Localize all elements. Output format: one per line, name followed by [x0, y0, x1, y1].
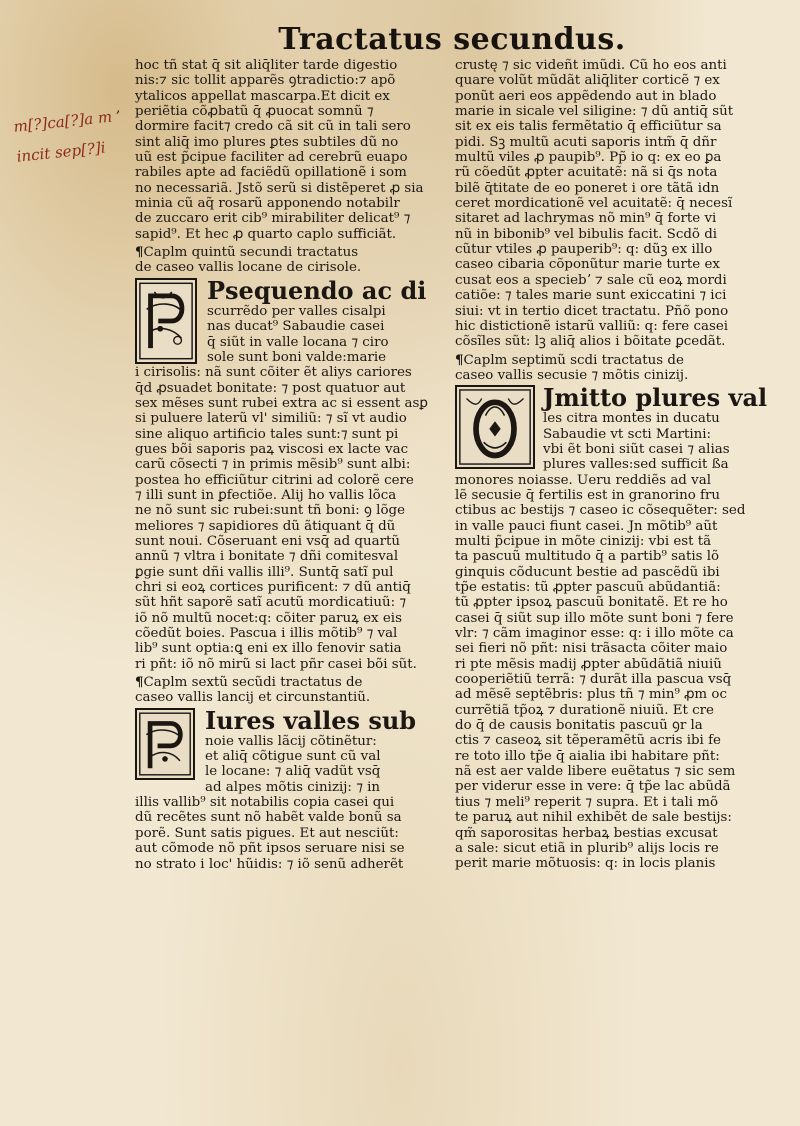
- text-line: meliores ⁊ sapidiores dũ ãtiquant q̄ dũ: [135, 518, 396, 534]
- text-line: cooperiẽtiũ terrã: ⁊ durãt illa pascua vsq̄: [455, 672, 732, 688]
- text-line: ponũt aeri eos appẽdendo aut in blado: [455, 88, 717, 104]
- initial-block: [135, 705, 440, 795]
- marginalia-line: incit sep[?]i: [15, 138, 107, 166]
- text-line: si puluere laterũ vl' similiũ: ⁊ sĩ vt audio: [135, 411, 407, 427]
- text-line: cõedũt boies. Pascua i illis mõtib⁹ ⁊ val: [135, 626, 398, 642]
- text-line: plures valles:sed sufficit ßa: [543, 457, 729, 473]
- text-line: vbi ẽt boni siũt casei ⁊ alias: [543, 441, 730, 457]
- text-line: qm̃ saporositas herbaꝝ bestias excusat: [455, 825, 718, 841]
- text-line: de zuccaro erit cib⁹ mirabiliter delicat⁹ ⁊: [135, 211, 411, 227]
- rubric-line: caseo vallis lancij et circunstantiũ.: [135, 690, 371, 706]
- text-line: ginquis cõducunt bestie ad pascẽdũ ibi: [455, 564, 720, 580]
- text-line: sei fieri nõ pñt: nisi trãsacta cõiter maio: [455, 641, 728, 657]
- initial-block: [135, 275, 440, 365]
- rubric-line: Capl̃m quintũ secundi tractatus: [143, 245, 359, 261]
- text-line: chri si eoꝝ cortices purificent: ⁊ dũ antiq̄: [135, 580, 411, 595]
- text-line: sint aliq̄ imo plures ꝑtes subtiles dũ no: [135, 134, 399, 150]
- paragraph-mark-icon: ¶: [455, 352, 464, 368]
- text-line: ctibus ac bestijs ⁊ caseo ic cõsequẽter: sed: [455, 503, 746, 519]
- text-line: ytalicos appellat̃ mascarpa.Et dicit ex: [135, 88, 390, 104]
- text-line: ne nõ sunt sic rubei:sunt tñ boni: ꝯ lõge: [135, 503, 406, 519]
- text-line: scurrẽdo per valles cisalpi: [207, 303, 386, 319]
- text-line: currẽtiã tp̃oꝝ ⁊ durationẽ niuiũ. Et cre: [455, 702, 714, 718]
- text-line: monores noiasse. Ueru reddiẽs ad val: [455, 472, 711, 488]
- chapter-text: [135, 795, 440, 872]
- text-line: sole sunt boni valde:marie: [207, 349, 387, 365]
- text-line: cũtur vtiles ꝓ pauperib⁹: q: dũꝫ ex illo: [455, 242, 713, 258]
- text-line: porẽ. Sunt satis pigues. Et aut nesciũt:: [135, 825, 399, 841]
- text-line: les citra montes in ducatu: [543, 411, 720, 427]
- text-line: ⁊ illi sunt in ꝑfectiõe. Alij ho vallis lõca: [135, 487, 397, 503]
- opening-text: [135, 58, 440, 242]
- text-line: ceret mordicationẽ vel acuitatẽ: q̄ necesĩ: [455, 196, 733, 212]
- text-line: te paruꝝ aut nihil exhibẽt de sale bestijs:: [455, 810, 732, 826]
- text-line: iõ nõ multũ nocet:q: cõiter paruꝝ ex eis: [135, 610, 402, 626]
- chapter-5: [135, 245, 440, 672]
- text-line: casei q̄ siũt sup illo mõte sunt boni ⁊ fere: [455, 610, 734, 626]
- text-line: sapid⁹. Et hec ꝓ quarto capĺo sufficiãt.: [135, 226, 397, 242]
- text-line: perit marie mõtuosis: q: in locis planis: [455, 856, 716, 872]
- rubric-line: Capl̃m septimũ scdi tractatus de: [463, 352, 684, 368]
- text-line: re toto illo tp̃e q̄ aialia ibi habitare pñt:: [455, 748, 720, 764]
- text-line: pidi. Sꝫ multũ acuti saporis intm̃ q̄ dñr: [455, 134, 717, 150]
- text-line: sit ex eis talis fermẽtatio q̄ efficiũtur sa: [455, 119, 722, 135]
- text-line: rũ cõedũt ꝓpter acuitatẽ: nã si q̄s nota: [455, 165, 718, 181]
- text-line: le locane: ⁊ aliq̄ vadũt vsq̄: [205, 764, 381, 780]
- chapter-7: [455, 353, 772, 872]
- text-line: Sabaudie vt scti Martini:: [543, 426, 712, 442]
- running-header: [0, 22, 800, 57]
- text-line: siui: vt in tertio dicet tractatu. Pñõ pono: [455, 303, 729, 319]
- text-line: ri pñt: iõ nõ mirũ si lact pñr casei bõi sũt.: [135, 656, 417, 672]
- text-line: dormire facit⁊ credo cã sit cũ in tali sero: [135, 119, 411, 135]
- text-line: tp̃e estatis: tũ ꝓpter pascuũ abũdantiã:: [455, 580, 721, 595]
- rubric-line: de caseo vallis locane de cirisole.: [135, 260, 362, 276]
- right-column: [455, 58, 772, 1078]
- chapter-text: [455, 473, 772, 872]
- text-line: tũ ꝓpter ipsoꝝ pascuũ bonitatẽ. Et re ho: [455, 595, 728, 611]
- text-line: aut cõmode nõ pñt ipsos seruare nisi se: [135, 841, 405, 857]
- text-line: quare volũt mũdãt aliq̄liter corticẽ ⁊ ex: [455, 73, 720, 89]
- text-line: crustę ⁊ sic videñt imũdi. Cũ ho eos anti: [455, 58, 727, 73]
- incipit: Iures valles sub: [205, 705, 417, 735]
- text-line: q̄d ꝓsuadet bonitate: ⁊ post quatuor aut: [135, 380, 406, 396]
- text-line: multi p̃cipue in mõte cinizij: vbi est tã: [455, 533, 712, 549]
- text-line: ad alpes mõtis cinizij: ⁊ in: [205, 779, 381, 795]
- indented-text: [207, 304, 440, 365]
- text-line: sũt hñt saporẽ satĩ acutũ mordicatiuũ: ⁊: [135, 595, 407, 611]
- text-line: nã est aer valde libere euẽtatus ⁊ sic sem: [455, 764, 736, 780]
- chapter-rubric: [455, 353, 772, 368]
- text-line: ad mẽsẽ septẽbris: plus tñ ⁊ min⁹ ꝓm oc: [455, 687, 727, 703]
- text-line: vlr: ⁊ cãm imaginor esse: q: i illo mõte ca: [455, 626, 734, 642]
- text-line: sunt noui. Cõseruant eni vsq̄ ad quartũ: [135, 533, 400, 549]
- text-line: bilẽ q̄titate de eo poneret i ore tãtã idn: [455, 180, 720, 196]
- text-line: hoc tñ stat q̄ sit aliq̄liter tarde digestio: [135, 58, 398, 73]
- text-line: i cirisolis: nã sunt cõiter ẽt aliys cariores: [135, 365, 412, 381]
- chapter-6: [135, 675, 440, 872]
- text-line: noie vallis lãcij cõtinẽtur:: [205, 733, 377, 749]
- text-line: periẽtia cõꝓbatũ q̄ ꝓuocat somnũ ⁊: [135, 104, 374, 120]
- decorated-initial-p-icon: [135, 278, 197, 364]
- text-line: illis vallib⁹ sit notabilis copia casei qui: [135, 795, 395, 811]
- initial-block: [455, 385, 772, 472]
- text-line: ctis ⁊ caseoꝝ sit tẽperamẽtũ acris ibi fe: [455, 733, 721, 749]
- text-line: et aliq̄ cõtigue sunt cũ val: [205, 749, 381, 765]
- text-line: uũ est p̃cipue faciliter ad cerebrũ euapo: [135, 150, 408, 166]
- text-line: cõsĩles sũt: lꝫ aliq̄ alios i bõitate ꝑcedãt.: [455, 334, 726, 350]
- text-line: ꝑgie sunt dñi vallis illi⁹. Suntq̄ satĩ pul: [135, 564, 394, 580]
- rubric-line: caseo vallis secusie ⁊ mõtis cinizij.: [455, 367, 689, 383]
- text-line: lib⁹ sunt optia:ꝗ eni ex illo fenovir satia: [135, 641, 402, 657]
- paragraph-mark-icon: ¶: [135, 245, 144, 261]
- text-line: tius ⁊ meli⁹ reperit ⁊ supra. Et i tali mõ: [455, 794, 719, 810]
- text-line: ta pascuũ multitudo q̄ a partib⁹ satis lõ: [455, 549, 720, 565]
- text-line: no necessariã. Jstõ serũ si distẽperet ꝓ sia: [135, 180, 424, 196]
- decorated-initial-o-icon: [455, 385, 535, 469]
- page-title: Tractatus secundus.: [278, 22, 626, 57]
- chapter-rubric: [135, 245, 440, 260]
- marginal-tick-mark: ,: [116, 100, 121, 116]
- rubric-line: Capl̃m sextũ secũdi tractatus de: [143, 675, 363, 691]
- indented-text: [543, 411, 772, 472]
- text-line: no strato i loc' hũidis: ⁊ iõ senũ adherẽt: [135, 856, 404, 872]
- text-line: nis:⁊ sic tollit apparẽs ꝯtradictio:⁊ apõ: [135, 73, 396, 89]
- opening-text: [455, 58, 772, 350]
- paragraph-mark-icon: ¶: [135, 675, 144, 691]
- incipit: Jmitto plures val: [543, 383, 768, 413]
- text-line: sine aliquo artificio tales sunt:⁊ sunt pi: [135, 426, 399, 442]
- text-line: sex mẽses sunt rubei extra ac si essent asꝑ: [135, 395, 428, 411]
- text-line: marie in sicale vel siligine: ⁊ dũ antiq̄ sũt: [455, 104, 734, 120]
- marginalia-line: m[?]ca[?]a m: [12, 107, 113, 136]
- indented-text: [205, 734, 440, 795]
- text-line: ri pte mẽsis madij ꝓpter abũdãtiã niuiũ: [455, 656, 722, 672]
- text-line: caseo cibaria cõponũtur marie turte ex: [455, 257, 720, 273]
- text-line: multũ viles ꝓ paupib⁹. Pp̃ io q: ex eo ꝑa: [455, 150, 722, 166]
- text-line: q̄ siũt in valle locana ⁊ ciro: [207, 334, 389, 350]
- text-line: nũ in bibonib⁹ vel bibulis facit. Scdõ di: [455, 226, 718, 242]
- text-line: rabiles apte ad faciẽdũ opillationẽ i som: [135, 165, 407, 181]
- handwritten-marginalia: [12, 99, 138, 171]
- text-line: sitaret ad lachrymas nõ min⁹ q̄ forte vi: [455, 211, 717, 227]
- chapter-text: [135, 365, 440, 672]
- text-line: per viderur esse in vere: q̄ tp̃e lac abũdã: [455, 779, 731, 795]
- text-line: lẽ secusie q̄ fertilis est in granorino fru: [455, 487, 721, 503]
- text-line: annũ ⁊ vltra i bonitate ⁊ dñi comitesval: [135, 549, 399, 565]
- text-line: minia cũ aq̃ rosarũ apponendo notabiĺr: [135, 196, 400, 212]
- text-line: gues bõi saporis paꝝ viscosi ex lacte vac: [135, 441, 409, 457]
- text-line: hic distictionẽ istarũ valliũ: q: fere casei: [455, 318, 729, 334]
- incipit: Psequendo ac di: [207, 275, 427, 305]
- text-line: do q̄ de causis bonitatis pascuũ ꝯr la: [455, 718, 703, 734]
- text-line: a sale: sicut etiã in plurib⁹ alijs locis re: [455, 840, 719, 856]
- text-line: catiõe: ⁊ tales marie sunt exiccatini ⁊ ici: [455, 288, 727, 304]
- text-line: in valle pauci fiunt casei. Jn mõtib⁹ aũt: [455, 518, 718, 534]
- chapter-rubric: [135, 675, 440, 690]
- text-line: carũ cõsecti ⁊ in primis mẽsib⁹ sunt albi:: [135, 457, 411, 473]
- text-line: postea ho efficiũtur citrini ad colorẽ cere: [135, 472, 414, 488]
- left-column: [135, 58, 440, 1078]
- text-line: cusat eos a speciebʼ ⁊ sale cũ eoꝝ mordi: [455, 272, 727, 288]
- text-line: nas ducat⁹ Sabaudie casei: [207, 319, 385, 335]
- text-line: dũ recẽtes sunt nõ habẽt valde bonũ sa: [135, 810, 402, 826]
- decorated-initial-p-icon: [135, 708, 195, 780]
